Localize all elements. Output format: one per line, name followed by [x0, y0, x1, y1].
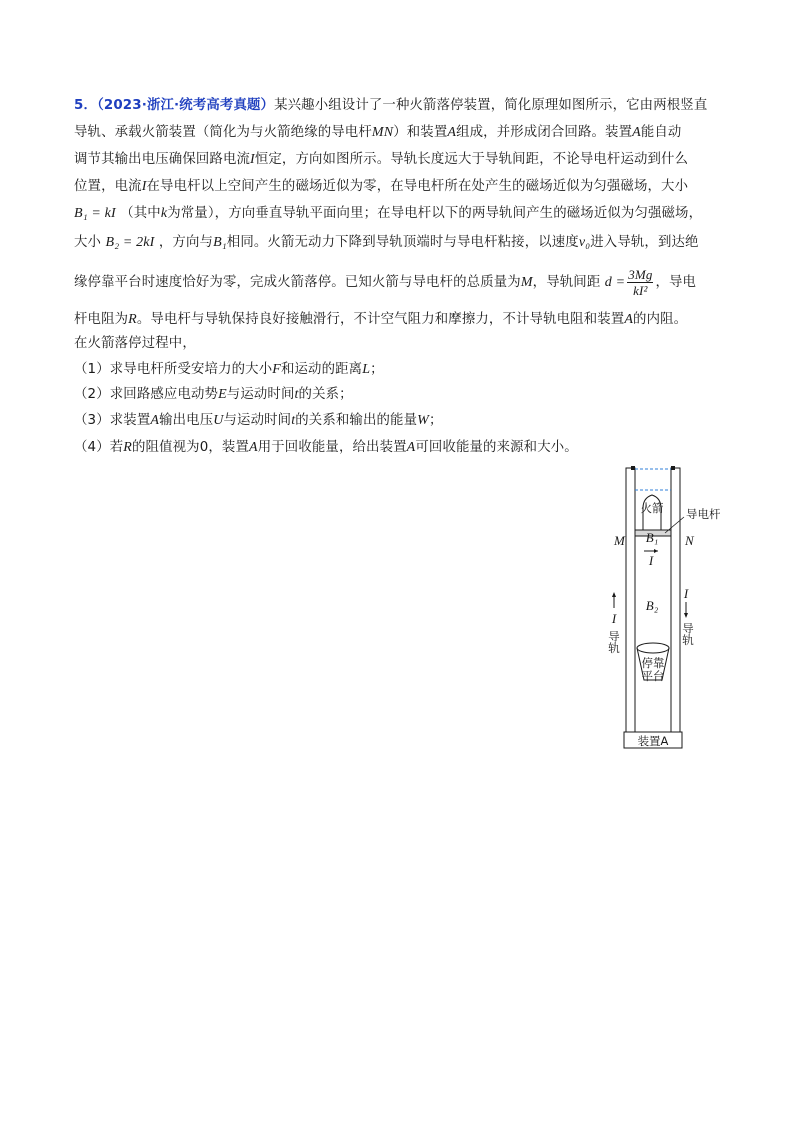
math-t: t [294, 387, 299, 402]
left-current-label: I [611, 611, 617, 626]
problem-text: 调节其输出电压确保回路电流 [74, 152, 251, 167]
question-1 [74, 361, 384, 379]
question-text: 和运动的距离 [280, 362, 363, 377]
right-rail-label: 导轨 [681, 622, 695, 646]
math-u: U [213, 413, 224, 428]
question-text: ； [370, 362, 384, 377]
problem-text: 为常量），方向垂直导轨平面向里；在导电杆以下的两导轨间产生的磁场近似为匀强磁场， [167, 206, 703, 221]
equation-b1: B₁ = kI [74, 206, 116, 221]
math-r: R [128, 312, 137, 327]
question-3 [74, 412, 443, 430]
problem-text: 杆电阻为 [74, 312, 129, 327]
math-a: A [406, 440, 416, 455]
question-text: 与运动时间 [226, 387, 295, 402]
math-a: A [624, 312, 634, 327]
math-a: A [249, 440, 258, 455]
left-rail-cap [631, 466, 635, 470]
problem-text: 恒定，方向如图所示。导轨长度远大于导轨间距，不论导电杆运动到什么 [254, 152, 689, 167]
n-label: N [685, 533, 694, 548]
device-a-label: 装置A [637, 734, 669, 748]
problem-line-2 [74, 124, 681, 142]
math-a: A [632, 125, 641, 140]
current-arrow-head [654, 549, 658, 553]
question-2 [74, 386, 353, 404]
problem-text: ，导电 [655, 275, 697, 290]
right-rail-cap [671, 466, 675, 470]
problem-text: 能自动 [640, 125, 682, 140]
question-text: ； [428, 413, 443, 428]
rocket-label: 火箭 [640, 501, 664, 515]
platform-label-1: 停靠 [641, 656, 665, 670]
problem-source: （2023·浙江·统考高考真题） [97, 98, 275, 113]
question-text: 输出电压 [159, 413, 214, 428]
rod-label: 导电杆 [686, 507, 720, 521]
math-e: E [218, 387, 227, 402]
left-current-arrow-head [612, 592, 616, 597]
math-v0: v₀ [578, 235, 591, 250]
math-l: L [362, 362, 371, 377]
question-text: 的阻值视为0，装置 [132, 440, 249, 455]
equation-d: d = [604, 275, 626, 290]
m-label: M [614, 533, 625, 548]
equation-b2: B₂ = 2kI [105, 235, 155, 250]
question-text: 的关系和输出的能量 [295, 413, 418, 428]
problem-line-4 [74, 178, 688, 196]
math-w: W [417, 413, 429, 428]
math-k: k [160, 206, 168, 221]
math-b1: B₁ [213, 235, 227, 250]
math-m: M [520, 275, 533, 290]
problem-text: 在导电杆以上空间产生的磁场近似为零，在导电杆所在处产生的磁场近似为匀强磁场，大小 [146, 179, 689, 194]
left-rail [626, 468, 635, 732]
problem-text: 导轨、承载火箭装置（简化为与火箭绝缘的导电杆 [74, 125, 372, 140]
question-text: （1）求导电杆所受安培力的大小 [74, 362, 273, 377]
problem-text: 位置，电流 [74, 179, 142, 194]
fraction-numerator: 3Mg [628, 266, 653, 282]
question-text: 可回收能量的来源和大小。 [415, 440, 578, 455]
rocket-landing-diagram [600, 462, 720, 752]
problem-line-9 [74, 335, 196, 353]
problem-text: 相同。火箭无动力下降到导轨顶端时与导电杆粘接，以速度 [226, 235, 579, 250]
question-4 [74, 439, 578, 457]
problem-text: ，方向与 [158, 235, 214, 250]
problem-text: ）和装置 [393, 125, 448, 140]
left-rail-label: 导轨 [607, 630, 621, 654]
problem-line-5 [74, 205, 702, 223]
problem-text: 组成，并形成闭合回路。装置 [456, 125, 633, 140]
problem-line-3 [74, 151, 688, 169]
problem-text: 某兴趣小组设计了一种火箭落停装置，简化原理如图所示，它由两根竖直 [274, 98, 708, 113]
problem-text: 缘停靠平台时速度恰好为零，完成火箭落停。已知火箭与导电杆的总质量为 [74, 275, 521, 290]
math-i: I [141, 179, 147, 194]
problem-line-6 [74, 234, 699, 252]
problem-text: 进入导轨，到达绝 [590, 235, 699, 250]
right-rail [671, 468, 680, 732]
b1-label: B₁ [645, 530, 659, 545]
platform-label-2: 平台 [641, 669, 665, 683]
problem-text: 。导电杆与导轨保持良好接触滑行，不计空气阻力和摩擦力，不计导轨电阻和装置 [136, 312, 625, 327]
question-text: 用于回收能量，给出装置 [257, 440, 407, 455]
math-i: I [250, 152, 255, 167]
math-r: R [123, 440, 132, 455]
problem-text: ，导轨间距 [532, 275, 601, 290]
problem-text: 在火箭落停过程中， [74, 336, 196, 351]
question-text: （4）若 [74, 440, 124, 455]
problem-text: 的内阻。 [633, 312, 688, 327]
question-text: 与运动时间 [223, 413, 292, 428]
question-text: 的关系； [298, 387, 353, 402]
problem-number: 5． [74, 98, 98, 113]
current-label: I [648, 553, 654, 568]
right-current-arrow-head [684, 613, 688, 618]
problem-line-8 [74, 311, 687, 329]
problem-line-1 [74, 97, 707, 115]
platform-top [637, 643, 669, 653]
math-a: A [447, 125, 457, 140]
math-a: A [150, 413, 160, 428]
question-text: （3）求装置 [74, 413, 151, 428]
fraction-denominator: kI² [633, 282, 648, 298]
problem-text: （其中 [120, 206, 161, 221]
right-current-label: I [683, 586, 689, 601]
problem-text: 大小 [74, 235, 102, 250]
b2-label: B₂ [645, 598, 659, 613]
math-f: F [272, 362, 281, 377]
math-mn: MN [371, 125, 394, 140]
fraction-d [627, 267, 653, 298]
problem-line-7 [74, 266, 696, 300]
math-t: t [291, 413, 296, 428]
question-text: （2）求回路感应电动势 [74, 387, 219, 402]
